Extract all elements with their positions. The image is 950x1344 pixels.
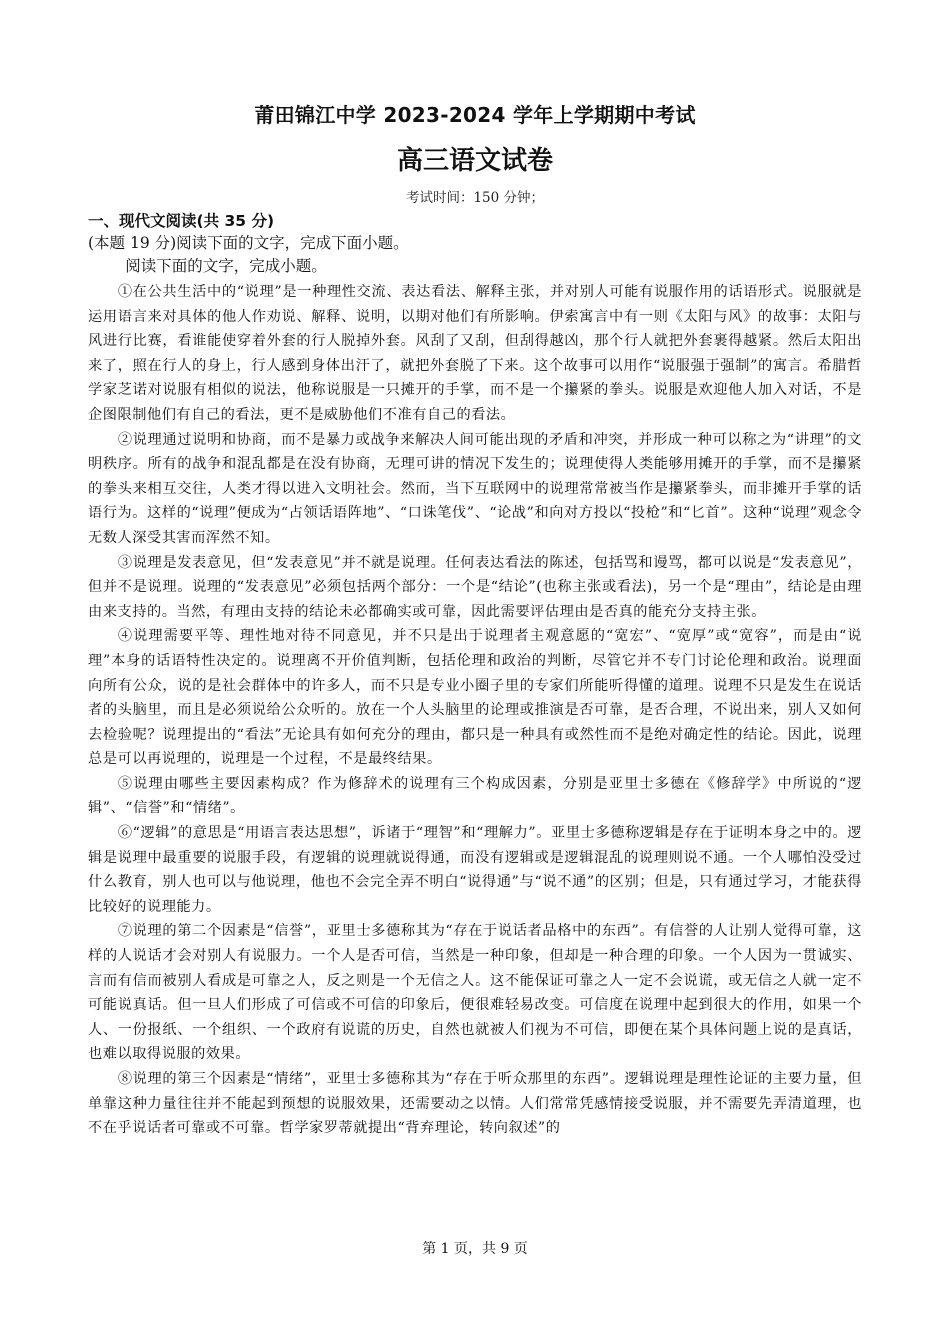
exam-title: 莆田锦江中学 2023-2024 学年上学期期中考试	[254, 103, 696, 127]
paragraph-4: ④说理需要平等、理性地对待不同意见，并不只是出于说理者主观意愿的“宽宏”、“宽厚”或“宽容”，而是由“说理”本身的话语特性决定的。说理离不开价值判断，包括伦理和政治的判断，尽管它并不专门讨论伦理和政治。说理面向所有公众，说的是社会群体中的许多人，而不只是专业小圈子里的专家们所能听得懂的道理。说理不只是发生在说话者的头脑里，而且是必须说给公众听的。放在一个人头脑里的论理或推演是否可靠，是否合理，不说出来，别人又如何去检验呢？说理提出的“看法”无论具有如何充分的理由，都只是一种具有或然性而不是绝对确定性的结论。因此，说理总是可以再说理的，说理是一个过程，不是最终结果。	[88, 628, 862, 768]
paragraph-5: ⑤说理由哪些主要因素构成？作为修辞术的说理有三个构成因素，分别是亚里士多德在《修辞学》中所说的“逻辑”、“信誉”和“情绪”。	[88, 775, 862, 817]
paragraph-2: ②说理通过说明和协商，而不是暴力或战争来解决人间可能出现的矛盾和冲突，并形成一种可以称之为“讲理”的文明秩序。所有的战争和混乱都是在没有协商，无理可讲的情况下发生的；说理使得人类能够用摊开的手掌，而不是攥紧的拳头来相互交往，人类才得以进入文明社会。然而，当下互联网中的说理常常被当作是攥紧拳头，而非摊开手掌的话语行为。这样的“说理”便成为“占领话语阵地”、“口诛笔伐”、“论战”和向对方投以“投枪”和“匕首”。这种“说理”观念令无数人深受其害而浑然不知。	[88, 431, 862, 546]
paragraph-7: ⑦说理的第二个因素是“信誉”，亚里士多德称其为“存在于说话者品格中的东西”。有信誉的人让别人觉得可靠，这样的人说话才会对别人有说服力。一个人是否可信，当然是一种印象，但却是一种合理的印象。一个人因为一贯诚实、言而有信而被别人看成是可靠之人，反之则是一个无信之人。这不能保证可靠之人一定不会说谎，或无信之人就一定不可能说真话。但一旦人们形成了可信或不可信的印象后，便很难轻易改变。可信度在说理中起到很大的作用，如果一个人、一份报纸、一个组织、一个政府有说谎的历史，自然也就被人们视为不可信，即便在某个具体问题上说的是真话，也难以取得说服的效果。	[88, 923, 862, 1063]
question-intro: (本题 19 分)阅读下面的文字，完成下面小题。	[88, 234, 409, 252]
paragraph-6: ⑥“逻辑”的意思是“用语言表达思想”，诉诸于“理智”和“理解力”。亚里士多德称逻辑是存在于证明本身之中的。逻辑是说理中最重要的说服手段，有逻辑的说理就说得通，而没有逻辑或是逻辑混乱的说理则说不通。一个人哪怕没受过什么教育，别人也可以与他说理，他也不会完全弄不明白“说得通”与“说不通”的区别；但是，只有通过学习，才能获得比较好的说理能力。	[88, 825, 862, 915]
page-number: 第 1 页，共 9 页	[422, 1241, 528, 1257]
section-heading: 一、现代文阅读(共 35 分)	[88, 212, 275, 230]
paper-subtitle: 高三语文试卷	[396, 146, 553, 176]
paragraph-3: ③说理是发表意见，但“发表意见”并不就是说理。任何表达看法的陈述，包括骂和谩骂，都可以说是“发表意见”，但并不是说理。说理的“发表意见”必须包括两个部分：一个是“结论”(也称主张或看法)，另一个是“理由”，结论是由理由来支持的。当然，有理由支持的结论未必都确实或可靠，因此需要评估理由是否真的能充分支持主张。	[88, 554, 862, 620]
paragraph-8: ⑧说理的第三个因素是“情绪”，亚里士多德称其为“存在于听众那里的东西”。逻辑说理是理性论证的主要力量，但单靠这种力量往往并不能起到预想的说服效果，还需要动之以情。人们常常凭感情接受说服，并不需要先弄清道理，也不在乎说话者可靠或不可靠。哲学家罗蒂就提出“背弃理论，转向叙述”的	[88, 1071, 862, 1137]
exam-page	[88, 100, 862, 1141]
paragraph-1: ①在公共生活中的“说理”是一种理性交流、表达看法、解释主张，并对别人可能有说服作用的话语形式。说服就是运用语言来对具体的他人作劝说、解释、说明，以期对他们有所影响。伊索寓言中有一则《太阳与风》的故事：太阳与风进行比赛，看谁能使穿着外套的行人脱掉外套。风刮了又刮，但刮得越凶，那个行人就把外套裹得越紧。然后太阳出来了，照在行人的身上，行人感到身体出汗了，就把外套脱了下来。这个故事可以用作“说服强于强制”的寓言。希腊哲学家芝诺对说服有相似的说法，他称说服是一只摊开的手掌，而不是一个攥紧的拳头。说服是欢迎他人加入对话，不是企图限制他们有自己的看法，更不是威胁他们不准有自己的看法。	[88, 284, 862, 423]
exam-time: 考试时间：150 分钟；	[405, 190, 545, 206]
reading-instruction: 阅读下面的文字，完成小题。	[125, 257, 327, 275]
passage	[88, 280, 862, 1141]
